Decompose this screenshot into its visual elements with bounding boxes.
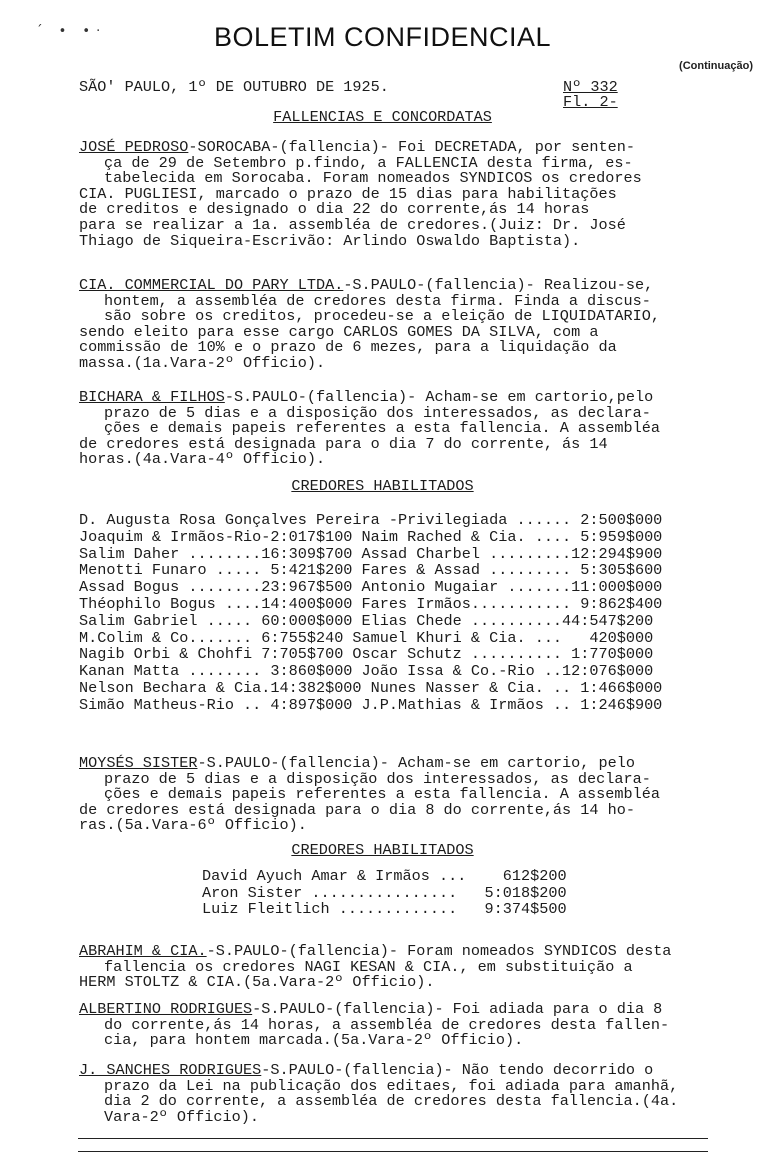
- entry-line: fallencia os credores NAGI KESAN & CIA., em substituição a: [104, 957, 633, 976]
- entry-firm-name: MOYSÉS SISTER: [79, 754, 198, 772]
- entry-line: commissão de 10% e o prazo de 6 mezes, para a liquidação da: [79, 338, 617, 357]
- sheet-number: Fl. 2-: [563, 93, 618, 111]
- entry-line: para se realizar a 1a. assembléa de credores.(Juiz: Dr. José: [79, 215, 626, 234]
- creditor-row: M.Colim & Co....... 6:755$240 Samuel Khuri & Cia. ... 420$000: [79, 628, 654, 647]
- creditors-heading: CREDORES HABILITADOS: [291, 841, 474, 859]
- place-date: SÃO' PAULO, 1º DE OUTUBRO DE 1925.: [79, 78, 389, 96]
- entry-line: ras.(5a.Vara-6º Officio).: [79, 816, 307, 835]
- entry-line: tabelecida em Sorocaba. Foram nomeados SYNDICOS os credores: [104, 169, 642, 188]
- creditors-table-moyses: [202, 868, 567, 918]
- entry-line: de credores está designada para o dia 8 do corrente,ás 14 ho-: [79, 800, 635, 819]
- entry-firm-name: JOSÉ PEDROSO: [79, 138, 189, 156]
- entry-line: prazo da Lei na publicação dos editaes, foi adiada para amanhã,: [104, 1076, 679, 1095]
- entry-line: massa.(1a.Vara-2º Officio).: [79, 353, 326, 372]
- entry-line: -S.PAULO-(fallencia)- Acham-se em cartorio, pelo: [197, 754, 635, 772]
- entry-line: HERM STOLTZ & CIA.(5a.Vara-2º Officio).: [79, 973, 435, 992]
- creditor-row: Kanan Matta ........ 3:860$000 João Issa & Co.-Rio ..12:076$000: [79, 662, 654, 681]
- entry-line: sendo eleito para esse cargo CARLOS GOMES DA SILVA, com a: [79, 322, 599, 341]
- entry-line: de credores está designada para o dia 7 do corrente, ás 14: [79, 434, 608, 453]
- entry-firm-name: ABRAHIM & CIA.: [79, 942, 207, 960]
- entry-line: -S.PAULO-(fallencia)- Foi adiada para o dia 8: [252, 1000, 663, 1018]
- creditor-row: D. Augusta Rosa Gonçalves Pereira -Privilegiada ...... 2:500$000: [79, 511, 663, 529]
- entry-line: Vara-2º Officio).: [104, 1107, 259, 1126]
- creditor-row: Salim Gabriel ..... 60:000$000 Elias Chede ..........44:547$200: [79, 611, 654, 630]
- entry-line: -S.PAULO-(fallencia)- Não tendo decorrido o: [261, 1061, 654, 1079]
- entry-firm-name: ALBERTINO RODRIGUES: [79, 1000, 253, 1018]
- continuation-note: (Continuação): [679, 60, 753, 72]
- creditors-heading: CREDORES HABILITADOS: [291, 477, 474, 495]
- entry-line: dia 2 do corrente, a assembléa de credores desta fallencia.(4a.: [104, 1092, 679, 1111]
- entry-line: do corrente,ás 14 horas, a assembléa de credores desta fallen-: [104, 1015, 670, 1034]
- document-title: BOLETIM CONFIDENCIAL: [213, 22, 552, 52]
- entry-line: cia, para hontem marcada.(5a.Vara-2º Officio).: [104, 1031, 524, 1050]
- entry-j-sanches-rodrigues: [79, 1063, 679, 1125]
- entry-abrahim-cia: [79, 944, 679, 991]
- entry-line: ções e demais papeis referentes a esta fallencia. A assembléa: [104, 785, 660, 804]
- entry-line: horas.(4a.Vara-4º Officio).: [79, 450, 326, 469]
- creditor-row: Simão Matheus-Rio .. 4:897$000 J.P.Mathias & Irmãos .. 1:246$900: [79, 695, 663, 714]
- creditor-row: Nelson Bechara & Cia.14:382$000 Nunes Nasser & Cia. .. 1:466$000: [79, 678, 663, 697]
- entry-cia-commercial-pary: [79, 278, 679, 372]
- entry-line: ça de 29 de Setembro p.findo, a FALLENCIA desta firma, es-: [104, 153, 633, 172]
- creditor-row: Théophilo Bogus ....14:400$000 Fares Irmãos........... 9:862$400: [79, 594, 663, 613]
- entry-line: -SOROCABA-(fallencia)- Foi DECRETADA, por senten-: [188, 138, 635, 156]
- entry-firm-name: BICHARA & FILHOS: [79, 388, 225, 406]
- entry-line: ções e demais papeis referentes a esta fallencia. A assembléa: [104, 419, 660, 438]
- entry-line: CIA. PUGLIESI, marcado o prazo de 15 dias para habilitações: [79, 184, 617, 203]
- entry-line: -S.PAULO-(fallencia)- Foram nomeados SYNDICOS desta: [206, 942, 672, 960]
- entry-line: de creditos e designado o dia 22 do corrente,ás 14 horas: [79, 200, 590, 219]
- bottom-rule: [78, 1151, 708, 1152]
- entry-line: -S.PAULO-(fallencia)- Realizou-se,: [343, 276, 654, 294]
- entry-line: hontem, a assembléa de credores desta firma. Finda a discus-: [104, 291, 651, 310]
- entry-moyses-sister: [79, 756, 679, 834]
- creditor-row: Joaquim & Irmãos-Rio-2:017$100 Naim Rached & Cia. .... 5:959$000: [79, 527, 663, 546]
- creditor-row: Salim Daher ........16:309$700 Assad Charbel .........12:294$900: [79, 544, 663, 563]
- entry-albertino-rodrigues: [79, 1002, 679, 1049]
- entry-jose-pedroso: [79, 140, 679, 249]
- creditor-row: David Ayuch Amar & Irmãos ... 612$200: [202, 867, 567, 885]
- scan-specks: ´ • •·: [36, 24, 107, 39]
- entry-line: são sobre os creditos, procedeu-se a eleição de LIQUIDATARIO,: [104, 307, 660, 326]
- entry-line: prazo de 5 dias e a disposição dos interessados, as declara-: [104, 769, 651, 788]
- creditors-table-bichara: [79, 512, 719, 714]
- entry-line: Thiago de Siqueira-Escrivão: Arlindo Oswaldo Baptista).: [79, 231, 581, 250]
- creditor-row: Nagib Orbi & Chohfi 7:705$700 Oscar Schutz .......... 1:770$000: [79, 645, 654, 664]
- bulletin-number: Nº 332: [563, 78, 618, 96]
- entry-line: prazo de 5 dias e a disposição dos interessados, as declara-: [104, 403, 651, 422]
- entry-line: -S.PAULO-(fallencia)- Acham-se em cartorio,pelo: [224, 388, 654, 406]
- creditor-row: Menotti Funaro ..... 5:421$200 Fares & Assad ......... 5:305$600: [79, 561, 663, 580]
- creditor-row: Luiz Fleitlich ............. 9:374$500: [202, 900, 567, 918]
- entry-firm-name: J. SANCHES RODRIGUES: [79, 1061, 262, 1079]
- bottom-rule: [78, 1138, 708, 1139]
- entry-bichara-filhos: [79, 390, 679, 468]
- creditor-row: Assad Bogus ........23:967$500 Antonio Mugaiar .......11:000$000: [79, 578, 663, 597]
- entry-firm-name: CIA. COMMERCIAL DO PARY LTDA.: [79, 276, 344, 294]
- creditor-row: Aron Sister ................ 5:018$200: [202, 883, 567, 902]
- section-title: FALLENCIAS E CONCORDATAS: [273, 108, 492, 126]
